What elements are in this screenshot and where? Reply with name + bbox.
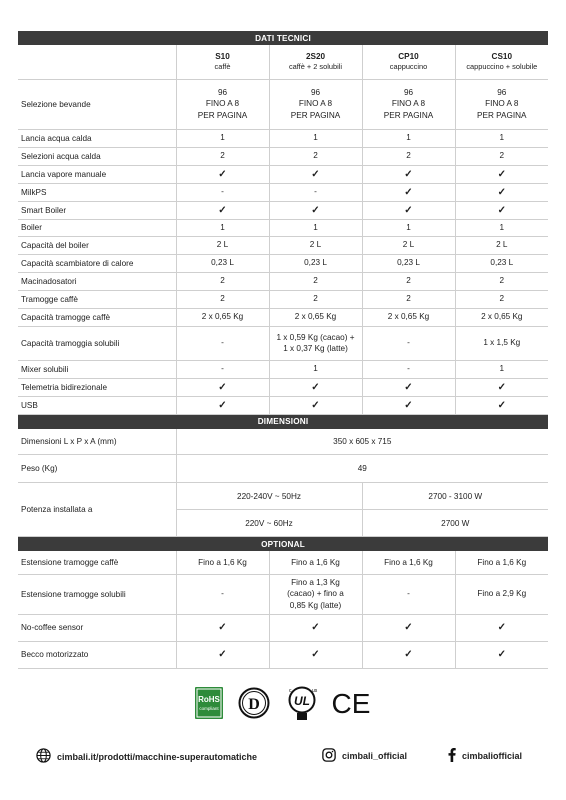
tech-value: 0,23 L: [269, 254, 362, 272]
tech-value: 1: [269, 129, 362, 147]
check-icon: [269, 641, 362, 668]
check-icon: [362, 641, 455, 668]
tech-label: Telemetria bidirezionale: [18, 378, 176, 396]
dims-value: 350 x 605 x 715: [176, 429, 548, 455]
tech-value: 0,23 L: [362, 254, 455, 272]
tech-value: 2: [176, 290, 269, 308]
tech-value: 2: [455, 147, 548, 165]
svg-text:c: c: [289, 688, 292, 694]
opt-value: Fino a 1,3 Kg (cacao) + fino a 0,85 Kg (latte): [269, 574, 362, 614]
tech-row: [18, 396, 548, 414]
check-mark: ✓: [218, 622, 227, 633]
check-mark: ✓: [497, 649, 506, 660]
tech-value: 1: [176, 219, 269, 236]
tech-value: 2: [269, 290, 362, 308]
section-title-opt: OPTIONAL: [18, 537, 548, 552]
check-mark: ✓: [218, 649, 227, 660]
tech-value: 1: [362, 129, 455, 147]
tech-value: 2: [362, 290, 455, 308]
tech-row: [18, 147, 548, 165]
tech-value: 96 FINO A 8 PER PAGINA: [269, 79, 362, 129]
tech-value: -: [176, 183, 269, 201]
opt-row: [18, 574, 548, 614]
check-mark: ✓: [497, 186, 506, 198]
section-title-dim: DIMENSIONI: [18, 414, 548, 429]
check-mark: ✓: [404, 186, 413, 198]
tech-label: Macinadosatori: [18, 272, 176, 290]
check-icon: [362, 201, 455, 219]
model-cp10: CP10 cappuccino: [362, 45, 455, 79]
tech-label: Lancia vapore manuale: [18, 165, 176, 183]
globe-icon: [36, 748, 51, 765]
check-icon: [455, 378, 548, 396]
check-icon: [362, 165, 455, 183]
tech-row: [18, 308, 548, 326]
dims-row: [18, 429, 548, 455]
check-mark: ✓: [404, 204, 413, 216]
tech-row: [18, 165, 548, 183]
tech-value: -: [176, 326, 269, 360]
optional-section: [18, 537, 548, 669]
opt-value: Fino a 1,6 Kg: [269, 551, 362, 574]
tech-value: -: [176, 360, 269, 378]
tech-label: USB: [18, 396, 176, 414]
opt-label: Estensione tramogge caffè: [18, 551, 176, 574]
opt-row: [18, 551, 548, 574]
check-icon: [455, 614, 548, 641]
tech-value: 2: [176, 147, 269, 165]
check-mark: ✓: [311, 649, 320, 660]
check-mark: ✓: [404, 168, 413, 180]
tech-row: [18, 129, 548, 147]
check-icon: [269, 614, 362, 641]
check-mark: ✓: [311, 204, 320, 216]
opt-value: Fino a 1,6 Kg: [455, 551, 548, 574]
opt-value: Fino a 2,9 Kg: [455, 574, 548, 614]
opt-label: Estensione tramogge solubili: [18, 574, 176, 614]
tech-value: 1: [455, 129, 548, 147]
opt-label: No-coffee sensor: [18, 614, 176, 641]
opt-value: -: [176, 574, 269, 614]
tech-value: 0,23 L: [176, 254, 269, 272]
ce-text: CE: [331, 688, 371, 719]
tech-label: Boiler: [18, 219, 176, 236]
facebook-icon: [448, 748, 456, 764]
check-icon: [455, 183, 548, 201]
footer-website[interactable]: [36, 748, 257, 765]
dimensions-section: [18, 414, 548, 537]
check-icon: [455, 201, 548, 219]
tech-value: 96 FINO A 8 PER PAGINA: [455, 79, 548, 129]
check-icon: [176, 378, 269, 396]
check-icon: [362, 183, 455, 201]
tech-value: 1: [455, 360, 548, 378]
tech-value: 1: [362, 219, 455, 236]
power-watt-2: 2700 W: [362, 510, 548, 537]
model-header-row: [18, 45, 548, 79]
check-mark: ✓: [311, 622, 320, 633]
tech-value: 1: [269, 360, 362, 378]
tech-value: 2: [176, 272, 269, 290]
check-icon: [176, 641, 269, 668]
opt-value: Fino a 1,6 Kg: [362, 551, 455, 574]
check-mark: ✓: [497, 622, 506, 633]
opt-row: [18, 641, 548, 668]
check-mark: ✓: [497, 204, 506, 216]
tech-value: 2: [362, 147, 455, 165]
check-icon: [455, 165, 548, 183]
rohs-subtext: compliant: [199, 706, 219, 711]
tech-row: [18, 236, 548, 254]
spec-table: [18, 31, 548, 669]
check-icon: [269, 201, 362, 219]
tech-label: Capacità del boiler: [18, 236, 176, 254]
tech-label: Smart Boiler: [18, 201, 176, 219]
tech-label: Lancia acqua calda: [18, 129, 176, 147]
tech-row: [18, 79, 548, 129]
tech-label: Capacità tramoggia solubili: [18, 326, 176, 360]
tech-value: 1 x 1,5 Kg: [455, 326, 548, 360]
model-cs10: CS10 cappuccino + solubile: [455, 45, 548, 79]
tech-label: Mixer solubili: [18, 360, 176, 378]
section-header-opt: [18, 537, 548, 552]
tech-value: 2 x 0,65 Kg: [176, 308, 269, 326]
tech-label: Capacità tramogge caffè: [18, 308, 176, 326]
tech-row: [18, 201, 548, 219]
website-link[interactable]: cimbali.it/prodotti/macchine-superautomatiche: [57, 751, 258, 762]
power-label: Potenza installata a: [18, 483, 176, 537]
spec-sheet: [18, 31, 548, 669]
tech-row: [18, 183, 548, 201]
tech-value: 2 x 0,65 Kg: [269, 308, 362, 326]
tech-value: 1: [455, 219, 548, 236]
svg-text:us: us: [312, 688, 318, 694]
opt-label: Becco motorizzato: [18, 641, 176, 668]
tech-value: 2: [455, 290, 548, 308]
tech-value: 2 x 0,65 Kg: [362, 308, 455, 326]
dims-label: Dimensioni L x P x A (mm): [18, 429, 176, 455]
check-mark: ✓: [497, 381, 506, 393]
tech-row: [18, 254, 548, 272]
tech-row: [18, 272, 548, 290]
section-header-tech: [18, 31, 548, 45]
d-mark-text: D: [248, 696, 260, 713]
rohs-text: RoHS: [198, 695, 220, 704]
instagram-link[interactable]: cimbali_official: [342, 751, 408, 761]
tech-label: MilkPS: [18, 183, 176, 201]
check-mark: ✓: [497, 168, 506, 180]
tech-value: -: [362, 360, 455, 378]
check-icon: [455, 641, 548, 668]
tech-value: 2: [269, 272, 362, 290]
check-icon: [269, 165, 362, 183]
check-mark: ✓: [218, 381, 227, 393]
tech-section: [18, 31, 548, 414]
ce-logo: [331, 687, 371, 724]
footer-facebook[interactable]: [448, 748, 522, 764]
tech-label: Selezioni acqua calda: [18, 147, 176, 165]
ul-text: UL: [294, 694, 310, 708]
opt-row: [18, 614, 548, 641]
check-icon: [455, 396, 548, 414]
check-mark: ✓: [497, 399, 506, 411]
tech-value: 96 FINO A 8 PER PAGINA: [176, 79, 269, 129]
check-icon: [269, 396, 362, 414]
check-mark: ✓: [311, 399, 320, 411]
ul-logo: [287, 684, 321, 727]
tech-label: Tramogge caffè: [18, 290, 176, 308]
footer-instagram[interactable]: [322, 748, 407, 764]
d-mark-logo: [238, 687, 270, 724]
tech-value: 1: [176, 129, 269, 147]
tech-value: 0,23 L: [455, 254, 548, 272]
instagram-icon: [322, 748, 336, 764]
tech-value: 2 L: [176, 236, 269, 254]
tech-value: 2: [362, 272, 455, 290]
weight-label: Peso (Kg): [18, 455, 176, 483]
power-watt-1: 2700 - 3100 W: [362, 483, 548, 510]
check-mark: ✓: [218, 399, 227, 411]
tech-label: Capacità scambiatore di calore: [18, 254, 176, 272]
tech-value: 1: [269, 219, 362, 236]
check-mark: ✓: [404, 381, 413, 393]
tech-value: 2 L: [455, 236, 548, 254]
tech-row: [18, 360, 548, 378]
tech-row: [18, 219, 548, 236]
tech-value: -: [269, 183, 362, 201]
check-mark: ✓: [218, 168, 227, 180]
check-mark: ✓: [311, 381, 320, 393]
tech-value: 2: [455, 272, 548, 290]
tech-value: 96 FINO A 8 PER PAGINA: [362, 79, 455, 129]
tech-row: [18, 378, 548, 396]
tech-label: Selezione bevande: [18, 79, 176, 129]
check-icon: [362, 614, 455, 641]
opt-value: -: [362, 574, 455, 614]
check-mark: ✓: [404, 649, 413, 660]
check-icon: [362, 396, 455, 414]
check-icon: [176, 396, 269, 414]
tech-row: [18, 326, 548, 360]
tech-value: 2 L: [269, 236, 362, 254]
check-mark: ✓: [404, 622, 413, 633]
check-mark: ✓: [404, 399, 413, 411]
check-mark: ✓: [218, 204, 227, 216]
rohs-logo: [194, 686, 224, 725]
model-2s20: 2S20 caffè + 2 solubili: [269, 45, 362, 79]
weight-row: [18, 455, 548, 483]
check-icon: [269, 378, 362, 396]
power-row-1: [18, 483, 548, 510]
facebook-link[interactable]: cimbaliofficial: [462, 751, 523, 761]
power-voltage-2: 220V ~ 60Hz: [176, 510, 362, 537]
power-voltage-1: 220-240V ~ 50Hz: [176, 483, 362, 510]
check-mark: ✓: [311, 168, 320, 180]
check-icon: [176, 201, 269, 219]
check-icon: [176, 165, 269, 183]
section-header-dim: [18, 414, 548, 429]
opt-value: Fino a 1,6 Kg: [176, 551, 269, 574]
tech-value: 2 x 0,65 Kg: [455, 308, 548, 326]
weight-value: 49: [176, 455, 548, 483]
tech-value: 2 L: [362, 236, 455, 254]
tech-value: -: [362, 326, 455, 360]
check-icon: [176, 614, 269, 641]
section-title-tech: DATI TECNICI: [18, 31, 548, 45]
model-s10: S10 caffè: [176, 45, 269, 79]
tech-row: [18, 290, 548, 308]
check-icon: [362, 378, 455, 396]
tech-value: 1 x 0,59 Kg (cacao) + 1 x 0,37 Kg (latte): [269, 326, 362, 360]
tech-value: 2: [269, 147, 362, 165]
